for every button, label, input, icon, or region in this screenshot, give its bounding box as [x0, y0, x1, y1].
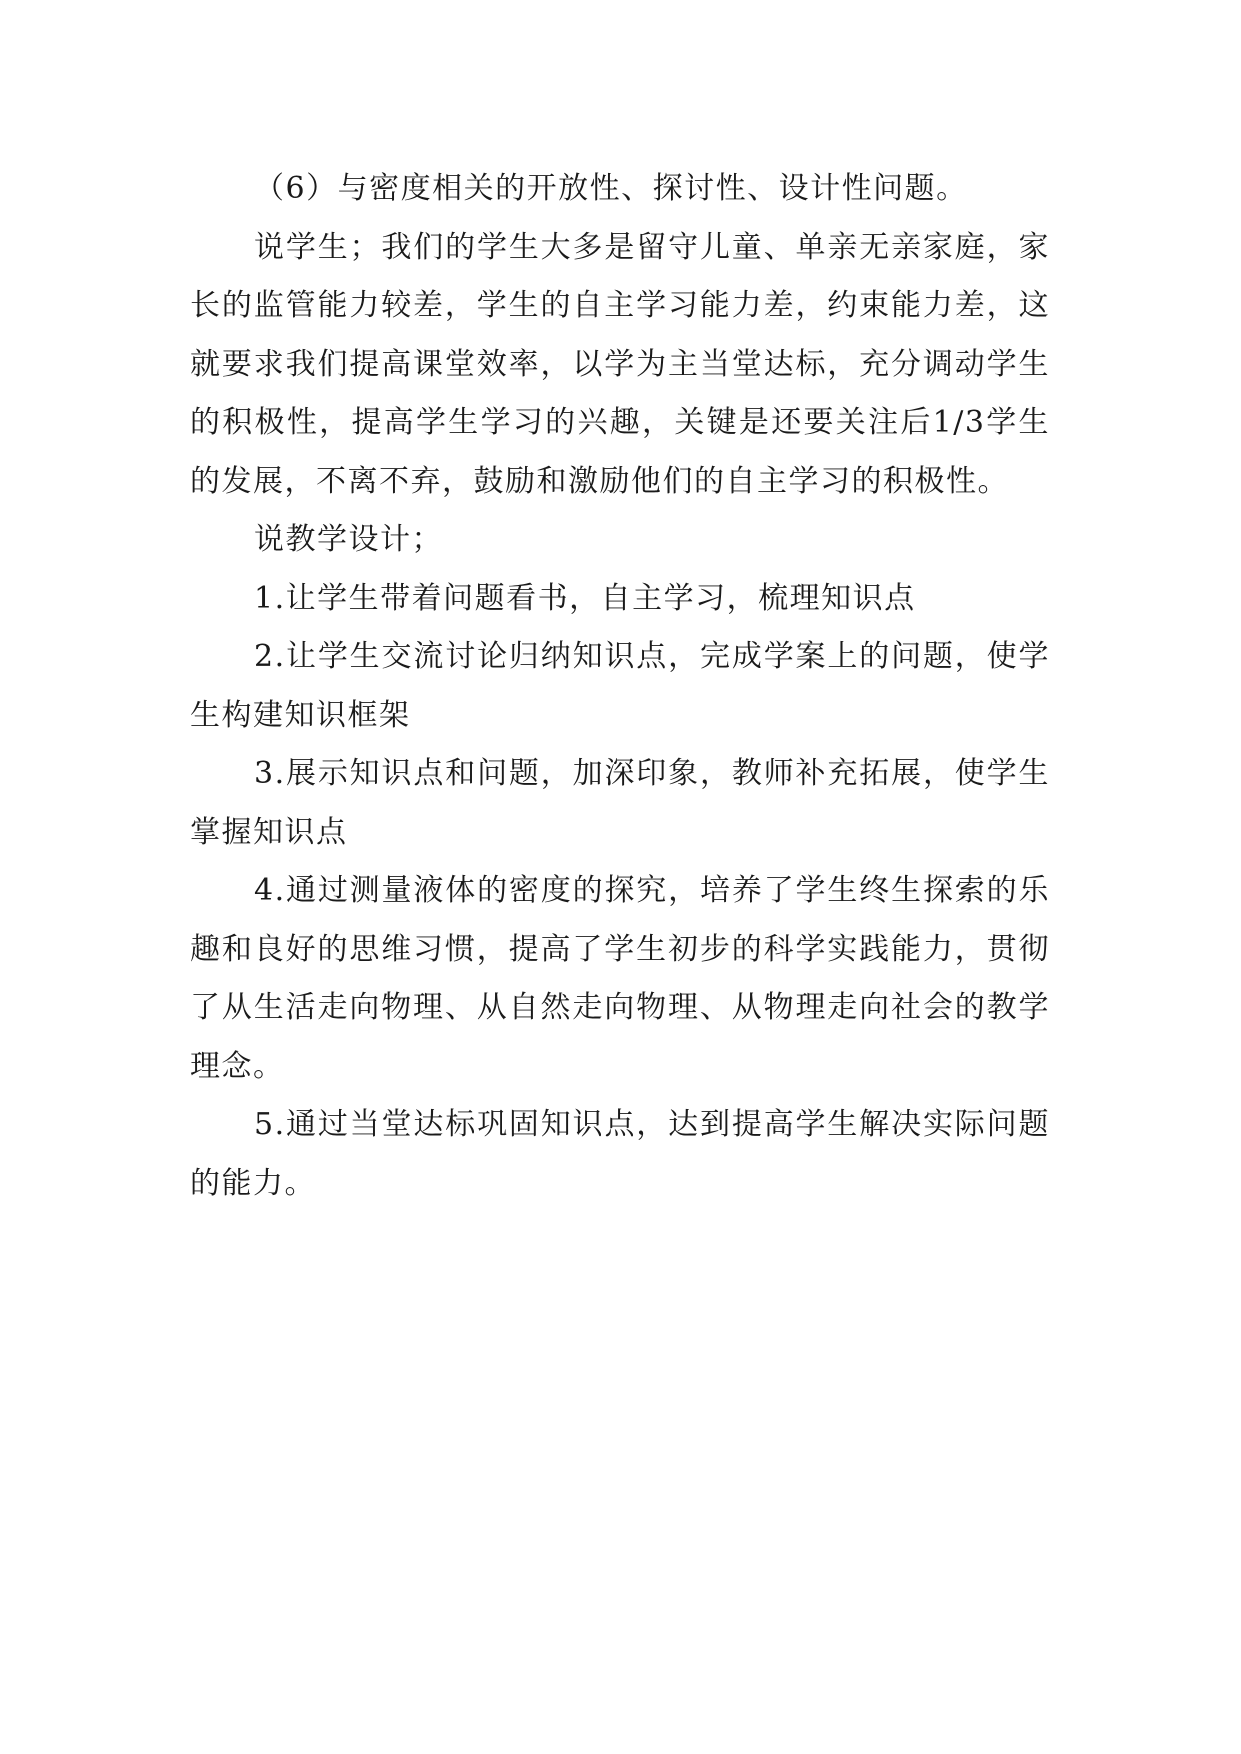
paragraph-open-questions: （6）与密度相关的开放性、探讨性、设计性问题。	[254, 171, 968, 206]
paragraph-design-step-3: 3.展示知识点和问题，加深印象，教师补充拓展，使学生掌握知识点	[190, 756, 1050, 850]
document-body	[190, 160, 1050, 1213]
paragraph-about-students: 说学生；我们的学生大多是留守儿童、单亲无亲家庭，家长的监管能力较差，学生的自主学习能力差，约束能力差，这就要求我们提高课堂效率，以学为主当堂达标，充分调动学生的积极性，提高学生学习的兴趣，关键是还要关注后1/3学生的发展，不离不弃，鼓励和激励他们的自主学习的积极性。	[190, 229, 1050, 499]
paragraph-design-step-4: 4.通过测量液体的密度的探究，培养了学生终生探索的乐趣和良好的思维习惯，提高了学生初步的科学实践能力，贯彻了从生活走向物理、从自然走向物理、从物理走向社会的教学理念。	[190, 873, 1050, 1084]
paragraph-design-step-5: 5.通过当堂达标巩固知识点，达到提高学生解决实际问题的能力。	[190, 1107, 1050, 1201]
paragraph-teaching-design-heading: 说教学设计；	[254, 522, 443, 557]
paragraph-design-step-1: 1.让学生带着问题看书，自主学习，梳理知识点	[254, 580, 916, 616]
paragraph-design-step-2: 2.让学生交流讨论归纳知识点，完成学案上的问题，使学生构建知识框架	[190, 639, 1050, 733]
